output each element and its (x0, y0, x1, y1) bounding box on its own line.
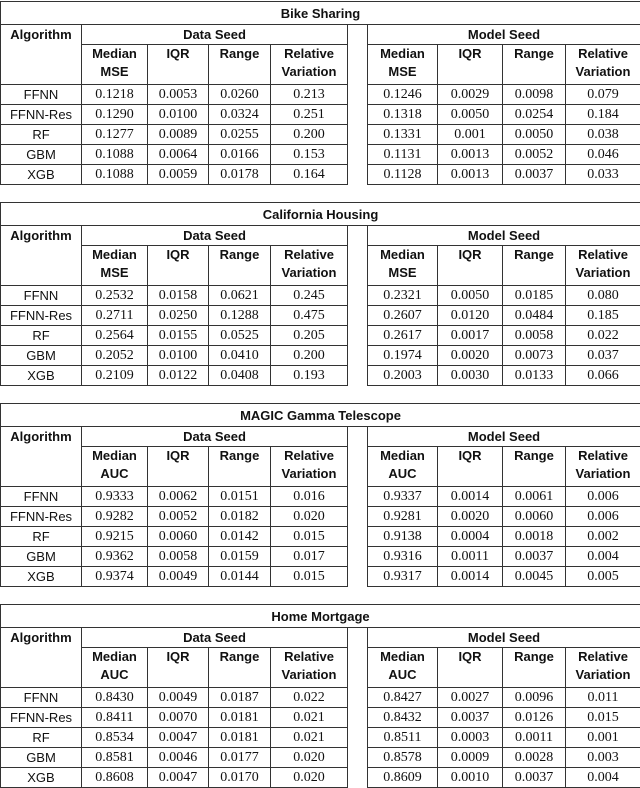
model-seed-range-cell: 0.0185 (503, 286, 566, 306)
data-seed-median-cell: 0.1088 (82, 145, 148, 165)
spacer-cell (348, 527, 368, 547)
model-seed-iqr-cell: 0.0013 (438, 165, 503, 185)
model-seed-iqr-cell: 0.0014 (438, 567, 503, 587)
range-header: Range (503, 648, 566, 688)
model-seed-relative-variation-cell: 0.038 (566, 125, 640, 145)
data-seed-relative-variation-cell: 0.016 (271, 487, 348, 507)
iqr-header: IQR (148, 648, 209, 688)
table-row (1, 346, 640, 366)
iqr-header: IQR (148, 45, 209, 85)
median-header: Median MSE (368, 45, 438, 85)
algorithm-header: Algorithm (1, 628, 82, 688)
model-seed-relative-variation-cell: 0.004 (566, 768, 640, 788)
data-seed-median-cell: 0.9374 (82, 567, 148, 587)
model-seed-range-cell: 0.0037 (503, 547, 566, 567)
algorithm-cell: GBM (1, 547, 82, 567)
iqr-header: IQR (438, 648, 503, 688)
model-seed-range-cell: 0.0126 (503, 708, 566, 728)
data-seed-relative-variation-cell: 0.015 (271, 567, 348, 587)
data-seed-iqr-cell: 0.0047 (148, 728, 209, 748)
model-seed-range-cell: 0.0050 (503, 125, 566, 145)
algorithm-cell: FFNN (1, 286, 82, 306)
relative-variation-header: Relative Variation (566, 447, 640, 487)
data-seed-median-cell: 0.2052 (82, 346, 148, 366)
relative-variation-header: Relative Variation (271, 45, 348, 85)
algorithm-cell: RF (1, 125, 82, 145)
data-seed-range-cell: 0.0151 (209, 487, 271, 507)
table-row (1, 145, 640, 165)
model-seed-iqr-cell: 0.0014 (438, 487, 503, 507)
algorithm-header: Algorithm (1, 427, 82, 487)
iqr-header: IQR (438, 246, 503, 286)
results-table (0, 202, 640, 386)
model-seed-median-cell: 0.9337 (368, 487, 438, 507)
model-seed-iqr-cell: 0.0010 (438, 768, 503, 788)
model-seed-iqr-cell: 0.0017 (438, 326, 503, 346)
iqr-header: IQR (438, 45, 503, 85)
algorithm-cell: GBM (1, 145, 82, 165)
data-seed-iqr-cell: 0.0049 (148, 688, 209, 708)
spacer-cell (348, 708, 368, 728)
median-header: Median MSE (82, 246, 148, 286)
data-seed-iqr-cell: 0.0064 (148, 145, 209, 165)
model-seed-relative-variation-cell: 0.002 (566, 527, 640, 547)
algorithm-cell: FFNN (1, 688, 82, 708)
data-seed-median-cell: 0.2564 (82, 326, 148, 346)
spacer-column (348, 628, 368, 688)
relative-variation-header: Relative Variation (566, 45, 640, 85)
model-seed-relative-variation-cell: 0.037 (566, 346, 640, 366)
data-seed-range-cell: 0.0178 (209, 165, 271, 185)
model-seed-relative-variation-cell: 0.033 (566, 165, 640, 185)
iqr-header: IQR (148, 447, 209, 487)
data-seed-median-cell: 0.8411 (82, 708, 148, 728)
data-seed-range-cell: 0.0324 (209, 105, 271, 125)
data-seed-range-cell: 0.0255 (209, 125, 271, 145)
data-seed-relative-variation-cell: 0.020 (271, 768, 348, 788)
data-seed-median-cell: 0.1290 (82, 105, 148, 125)
data-seed-range-cell: 0.0181 (209, 708, 271, 728)
model-seed-median-cell: 0.1131 (368, 145, 438, 165)
data-seed-relative-variation-cell: 0.164 (271, 165, 348, 185)
model-seed-range-cell: 0.0061 (503, 487, 566, 507)
data-seed-range-cell: 0.0187 (209, 688, 271, 708)
data-seed-iqr-cell: 0.0059 (148, 165, 209, 185)
data-seed-range-cell: 0.0182 (209, 507, 271, 527)
model-seed-iqr-cell: 0.0004 (438, 527, 503, 547)
data-seed-median-cell: 0.8430 (82, 688, 148, 708)
model-seed-relative-variation-cell: 0.011 (566, 688, 640, 708)
range-header: Range (209, 246, 271, 286)
median-header: Median AUC (82, 648, 148, 688)
model-seed-header: Model Seed (368, 427, 640, 447)
model-seed-iqr-cell: 0.0009 (438, 748, 503, 768)
data-seed-iqr-cell: 0.0052 (148, 507, 209, 527)
data-seed-iqr-cell: 0.0155 (148, 326, 209, 346)
model-seed-range-cell: 0.0484 (503, 306, 566, 326)
model-seed-median-cell: 0.2617 (368, 326, 438, 346)
table-row (1, 105, 640, 125)
data-seed-median-cell: 0.9215 (82, 527, 148, 547)
data-seed-range-cell: 0.1288 (209, 306, 271, 326)
data-seed-iqr-cell: 0.0158 (148, 286, 209, 306)
relative-variation-header: Relative Variation (566, 648, 640, 688)
model-seed-relative-variation-cell: 0.184 (566, 105, 640, 125)
data-seed-header: Data Seed (82, 628, 348, 648)
model-seed-iqr-cell: 0.0120 (438, 306, 503, 326)
relative-variation-header: Relative Variation (271, 246, 348, 286)
model-seed-range-cell: 0.0254 (503, 105, 566, 125)
algorithm-cell: FFNN (1, 85, 82, 105)
model-seed-relative-variation-cell: 0.079 (566, 85, 640, 105)
spacer-column (348, 25, 368, 85)
algorithm-cell: FFNN-Res (1, 708, 82, 728)
model-seed-median-cell: 0.9281 (368, 507, 438, 527)
spacer-cell (348, 346, 368, 366)
iqr-header: IQR (148, 246, 209, 286)
range-header: Range (209, 447, 271, 487)
data-seed-header: Data Seed (82, 226, 348, 246)
table-row (1, 286, 640, 306)
model-seed-iqr-cell: 0.0011 (438, 547, 503, 567)
model-seed-iqr-cell: 0.0029 (438, 85, 503, 105)
table-row (1, 326, 640, 346)
model-seed-iqr-cell: 0.0020 (438, 346, 503, 366)
spacer-cell (348, 125, 368, 145)
model-seed-iqr-cell: 0.0027 (438, 688, 503, 708)
spacer-cell (348, 145, 368, 165)
data-seed-iqr-cell: 0.0058 (148, 547, 209, 567)
data-seed-range-cell: 0.0410 (209, 346, 271, 366)
data-seed-iqr-cell: 0.0062 (148, 487, 209, 507)
model-seed-iqr-cell: 0.0003 (438, 728, 503, 748)
algorithm-cell: FFNN-Res (1, 306, 82, 326)
data-seed-relative-variation-cell: 0.017 (271, 547, 348, 567)
model-seed-range-cell: 0.0058 (503, 326, 566, 346)
data-seed-median-cell: 0.1277 (82, 125, 148, 145)
table-row (1, 748, 640, 768)
model-seed-iqr-cell: 0.0037 (438, 708, 503, 728)
data-seed-iqr-cell: 0.0100 (148, 105, 209, 125)
spacer-cell (348, 165, 368, 185)
algorithm-cell: GBM (1, 748, 82, 768)
relative-variation-header: Relative Variation (271, 447, 348, 487)
model-seed-range-cell: 0.0018 (503, 527, 566, 547)
data-seed-range-cell: 0.0260 (209, 85, 271, 105)
results-table (0, 604, 640, 788)
data-seed-iqr-cell: 0.0089 (148, 125, 209, 145)
model-seed-relative-variation-cell: 0.005 (566, 567, 640, 587)
spacer-cell (348, 487, 368, 507)
data-seed-range-cell: 0.0408 (209, 366, 271, 386)
data-seed-range-cell: 0.0142 (209, 527, 271, 547)
model-seed-range-cell: 0.0096 (503, 688, 566, 708)
data-seed-iqr-cell: 0.0047 (148, 768, 209, 788)
data-seed-median-cell: 0.9282 (82, 507, 148, 527)
model-seed-relative-variation-cell: 0.185 (566, 306, 640, 326)
median-header: Median MSE (82, 45, 148, 85)
median-header: Median AUC (368, 447, 438, 487)
spacer-cell (348, 326, 368, 346)
data-seed-range-cell: 0.0181 (209, 728, 271, 748)
model-seed-median-cell: 0.8427 (368, 688, 438, 708)
model-seed-relative-variation-cell: 0.003 (566, 748, 640, 768)
model-seed-median-cell: 0.8578 (368, 748, 438, 768)
data-seed-relative-variation-cell: 0.193 (271, 366, 348, 386)
model-seed-median-cell: 0.2321 (368, 286, 438, 306)
model-seed-median-cell: 0.1128 (368, 165, 438, 185)
data-seed-range-cell: 0.0170 (209, 768, 271, 788)
data-seed-median-cell: 0.2711 (82, 306, 148, 326)
data-seed-relative-variation-cell: 0.251 (271, 105, 348, 125)
algorithm-header: Algorithm (1, 226, 82, 286)
data-seed-relative-variation-cell: 0.015 (271, 527, 348, 547)
table-row (1, 165, 640, 185)
model-seed-median-cell: 0.1331 (368, 125, 438, 145)
model-seed-iqr-cell: 0.001 (438, 125, 503, 145)
algorithm-header: Algorithm (1, 25, 82, 85)
data-seed-iqr-cell: 0.0049 (148, 567, 209, 587)
data-seed-iqr-cell: 0.0046 (148, 748, 209, 768)
model-seed-iqr-cell: 0.0030 (438, 366, 503, 386)
spacer-cell (348, 768, 368, 788)
spacer-cell (348, 507, 368, 527)
algorithm-cell: RF (1, 326, 82, 346)
algorithm-cell: XGB (1, 366, 82, 386)
model-seed-median-cell: 0.1974 (368, 346, 438, 366)
data-seed-relative-variation-cell: 0.200 (271, 125, 348, 145)
data-seed-relative-variation-cell: 0.020 (271, 748, 348, 768)
data-seed-range-cell: 0.0159 (209, 547, 271, 567)
spacer-cell (348, 286, 368, 306)
table-row (1, 306, 640, 326)
model-seed-header: Model Seed (368, 628, 640, 648)
data-seed-iqr-cell: 0.0060 (148, 527, 209, 547)
spacer-cell (348, 748, 368, 768)
data-seed-relative-variation-cell: 0.021 (271, 728, 348, 748)
spacer-cell (348, 728, 368, 748)
median-header: Median AUC (368, 648, 438, 688)
spacer-cell (348, 306, 368, 326)
data-seed-relative-variation-cell: 0.200 (271, 346, 348, 366)
algorithm-cell: FFNN (1, 487, 82, 507)
model-seed-median-cell: 0.8511 (368, 728, 438, 748)
model-seed-median-cell: 0.1246 (368, 85, 438, 105)
algorithm-cell: RF (1, 728, 82, 748)
data-seed-range-cell: 0.0177 (209, 748, 271, 768)
table-title: California Housing (1, 203, 640, 226)
spacer-column (348, 427, 368, 487)
model-seed-range-cell: 0.0060 (503, 507, 566, 527)
table-row (1, 708, 640, 728)
model-seed-relative-variation-cell: 0.080 (566, 286, 640, 306)
data-seed-range-cell: 0.0621 (209, 286, 271, 306)
model-seed-median-cell: 0.2003 (368, 366, 438, 386)
spacer-cell (348, 105, 368, 125)
model-seed-range-cell: 0.0037 (503, 768, 566, 788)
model-seed-median-cell: 0.8609 (368, 768, 438, 788)
table-row (1, 688, 640, 708)
data-seed-median-cell: 0.8608 (82, 768, 148, 788)
range-header: Range (503, 45, 566, 85)
table-title: Bike Sharing (1, 2, 640, 25)
model-seed-median-cell: 0.2607 (368, 306, 438, 326)
data-seed-header: Data Seed (82, 25, 348, 45)
results-table (0, 1, 640, 185)
model-seed-iqr-cell: 0.0013 (438, 145, 503, 165)
model-seed-header: Model Seed (368, 226, 640, 246)
model-seed-relative-variation-cell: 0.004 (566, 547, 640, 567)
data-seed-iqr-cell: 0.0250 (148, 306, 209, 326)
model-seed-iqr-cell: 0.0050 (438, 105, 503, 125)
model-seed-relative-variation-cell: 0.046 (566, 145, 640, 165)
data-seed-iqr-cell: 0.0053 (148, 85, 209, 105)
data-seed-median-cell: 0.9333 (82, 487, 148, 507)
data-seed-median-cell: 0.2109 (82, 366, 148, 386)
model-seed-range-cell: 0.0028 (503, 748, 566, 768)
data-seed-relative-variation-cell: 0.205 (271, 326, 348, 346)
relative-variation-header: Relative Variation (566, 246, 640, 286)
table-row (1, 547, 640, 567)
table-row (1, 507, 640, 527)
model-seed-range-cell: 0.0037 (503, 165, 566, 185)
model-seed-range-cell: 0.0045 (503, 567, 566, 587)
data-seed-range-cell: 0.0525 (209, 326, 271, 346)
table-row (1, 366, 640, 386)
model-seed-iqr-cell: 0.0020 (438, 507, 503, 527)
data-seed-relative-variation-cell: 0.021 (271, 708, 348, 728)
algorithm-cell: XGB (1, 768, 82, 788)
table-row (1, 567, 640, 587)
data-seed-iqr-cell: 0.0122 (148, 366, 209, 386)
data-seed-iqr-cell: 0.0070 (148, 708, 209, 728)
model-seed-relative-variation-cell: 0.006 (566, 487, 640, 507)
model-seed-iqr-cell: 0.0050 (438, 286, 503, 306)
data-seed-median-cell: 0.9362 (82, 547, 148, 567)
model-seed-median-cell: 0.8432 (368, 708, 438, 728)
data-seed-header: Data Seed (82, 427, 348, 447)
model-seed-relative-variation-cell: 0.022 (566, 326, 640, 346)
data-seed-median-cell: 0.8581 (82, 748, 148, 768)
model-seed-range-cell: 0.0133 (503, 366, 566, 386)
table-title: MAGIC Gamma Telescope (1, 404, 640, 427)
data-seed-range-cell: 0.0144 (209, 567, 271, 587)
model-seed-range-cell: 0.0073 (503, 346, 566, 366)
iqr-header: IQR (438, 447, 503, 487)
data-seed-median-cell: 0.1218 (82, 85, 148, 105)
table-row (1, 85, 640, 105)
spacer-cell (348, 567, 368, 587)
relative-variation-header: Relative Variation (271, 648, 348, 688)
data-seed-range-cell: 0.0166 (209, 145, 271, 165)
algorithm-cell: XGB (1, 165, 82, 185)
table-title: Home Mortgage (1, 605, 640, 628)
range-header: Range (503, 246, 566, 286)
algorithm-cell: FFNN-Res (1, 105, 82, 125)
model-seed-header: Model Seed (368, 25, 640, 45)
results-table (0, 403, 640, 587)
algorithm-cell: XGB (1, 567, 82, 587)
data-seed-relative-variation-cell: 0.153 (271, 145, 348, 165)
model-seed-relative-variation-cell: 0.006 (566, 507, 640, 527)
data-seed-relative-variation-cell: 0.213 (271, 85, 348, 105)
spacer-cell (348, 85, 368, 105)
table-row (1, 487, 640, 507)
model-seed-range-cell: 0.0052 (503, 145, 566, 165)
model-seed-relative-variation-cell: 0.015 (566, 708, 640, 728)
spacer-cell (348, 688, 368, 708)
table-row (1, 125, 640, 145)
model-seed-median-cell: 0.9317 (368, 567, 438, 587)
data-seed-median-cell: 0.8534 (82, 728, 148, 748)
range-header: Range (503, 447, 566, 487)
data-seed-median-cell: 0.1088 (82, 165, 148, 185)
spacer-cell (348, 366, 368, 386)
model-seed-relative-variation-cell: 0.066 (566, 366, 640, 386)
spacer-column (348, 226, 368, 286)
model-seed-median-cell: 0.9138 (368, 527, 438, 547)
data-seed-relative-variation-cell: 0.020 (271, 507, 348, 527)
spacer-cell (348, 547, 368, 567)
data-seed-relative-variation-cell: 0.475 (271, 306, 348, 326)
median-header: Median AUC (82, 447, 148, 487)
model-seed-relative-variation-cell: 0.001 (566, 728, 640, 748)
data-seed-relative-variation-cell: 0.022 (271, 688, 348, 708)
model-seed-range-cell: 0.0098 (503, 85, 566, 105)
table-row (1, 527, 640, 547)
model-seed-median-cell: 0.1318 (368, 105, 438, 125)
data-seed-median-cell: 0.2532 (82, 286, 148, 306)
table-row (1, 768, 640, 788)
algorithm-cell: FFNN-Res (1, 507, 82, 527)
range-header: Range (209, 45, 271, 85)
table-row (1, 728, 640, 748)
model-seed-range-cell: 0.0011 (503, 728, 566, 748)
range-header: Range (209, 648, 271, 688)
median-header: Median MSE (368, 246, 438, 286)
algorithm-cell: RF (1, 527, 82, 547)
algorithm-cell: GBM (1, 346, 82, 366)
data-seed-relative-variation-cell: 0.245 (271, 286, 348, 306)
data-seed-iqr-cell: 0.0100 (148, 346, 209, 366)
model-seed-median-cell: 0.9316 (368, 547, 438, 567)
